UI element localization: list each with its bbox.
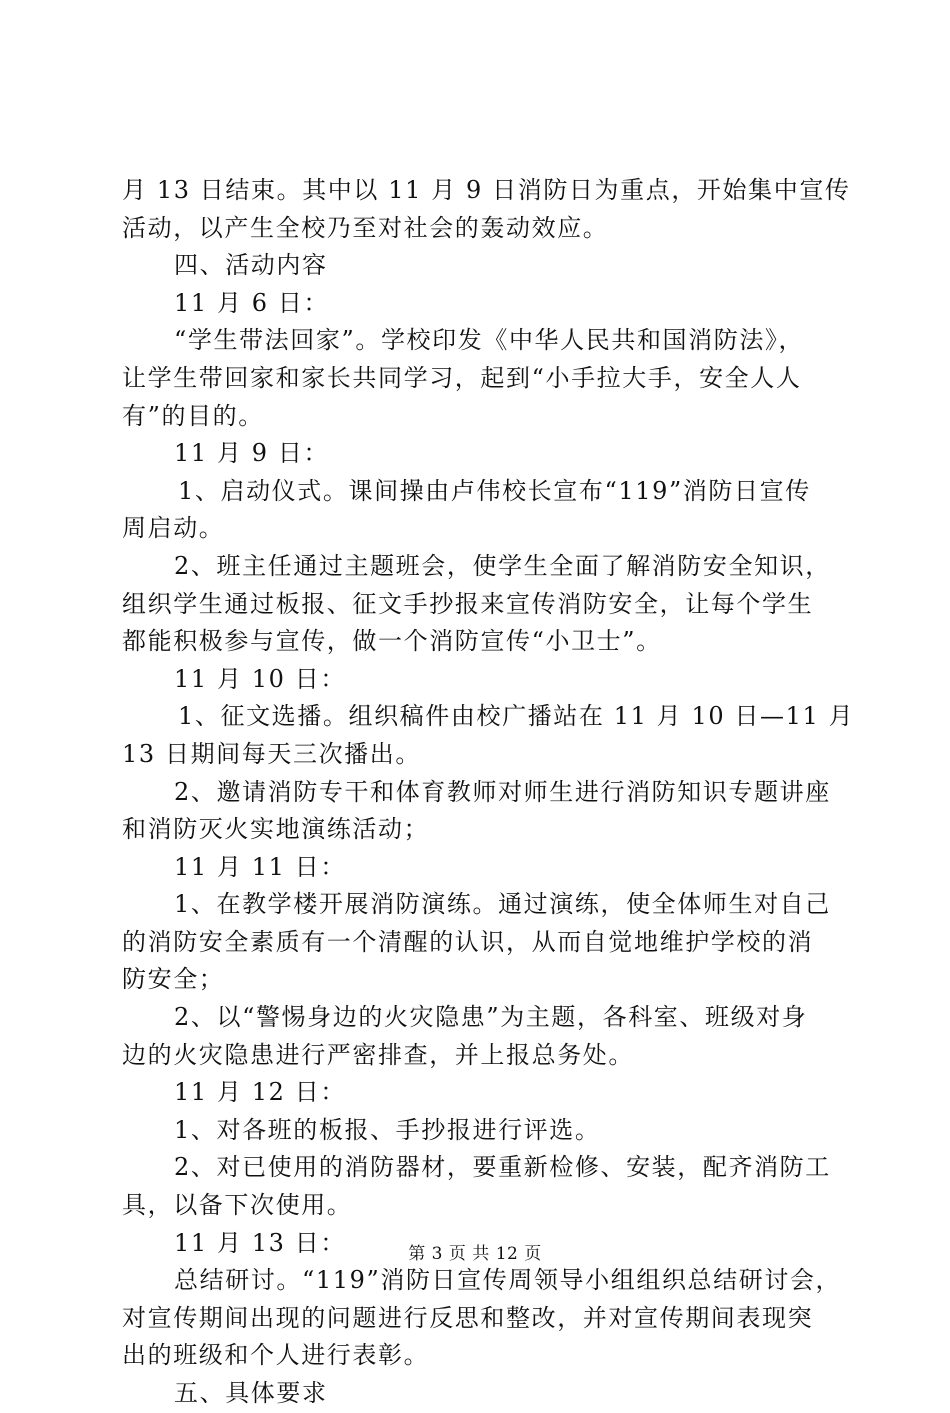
text-line: 对宣传期间出现的问题进行反思和整改，并对宣传期间表现突 [122,1303,814,1332]
text-line: 五、具体要求 [174,1379,328,1407]
text-line: 11 月 13 日： [174,1228,346,1257]
text-line: 11 月 11 日： [174,852,346,881]
text-line: 11 月 9 日： [174,439,330,468]
text-line: 周启动。 [122,514,225,543]
text-line: 2、邀请消防专干和体育教师对师生进行消防知识专题讲座 [174,777,831,806]
text-line: 13 日期间每天三次播出。 [122,739,421,768]
text-line: 11 月 10 日： [174,664,346,693]
text-line: 1、在教学楼开展消防演练。通过演练，使全体师生对自己 [174,890,831,919]
text-line: 11 月 6 日： [174,288,330,317]
text-line: 1、征文选播。组织稿件由校广播站在 11 月 10 日—11 月 [178,702,855,731]
text-line: “学生带法回家”。学校印发《中华人民共和国消防法》， [174,326,805,355]
text-line: 边的火灾隐患进行严密排查，并上报总务处。 [122,1040,634,1069]
text-line: 让学生带回家和家长共同学习，起到“小手拉大手，安全人人 [122,363,802,392]
text-line: 1、启动仪式。课间操由卢伟校长宣布“119”消防日宣传 [178,476,811,505]
text-line: 组织学生通过板报、征文手抄报来宣传消防安全，让每个学生 [122,589,814,618]
text-line: 有”的目的。 [122,401,264,430]
text-line: 四、活动内容 [174,251,328,280]
text-line: 活动，以产生全校乃至对社会的轰动效应。 [122,213,609,242]
text-line: 和消防灭火实地演练活动； [122,815,430,844]
text-line: 11 月 12 日： [174,1078,346,1107]
document-body [122,172,855,1413]
text-line: 2、以“警惕身边的火灾隐患”为主题，各科室、班级对身 [174,1003,808,1032]
text-line: 2、班主任通过主题班会，使学生全面了解消防安全知识， [174,551,831,580]
text-line: 都能积极参与宣传，做一个消防宣传“小卫士”。 [122,627,662,656]
text-line: 月 13 日结束。其中以 11 月 9 日消防日为重点，开始集中宣传 [122,176,851,204]
text-line: 出的班级和个人进行表彰。 [122,1341,430,1370]
text-line: 1、对各班的板报、手抄报进行评选。 [174,1115,601,1144]
text-line: 的消防安全素质有一个清醒的认识，从而自觉地维护学校的消 [122,927,814,956]
text-line: 2、对已使用的消防器材，要重新检修、安装，配齐消防工 [174,1153,831,1182]
text-line: 具，以备下次使用。 [122,1191,353,1220]
text-line: 总结研讨。“119”消防日宣传周领导小组组织总结研讨会， [174,1266,842,1295]
page-footer: 第 3 页 共 12 页 [408,1244,542,1264]
text-line: 防安全； [122,965,225,994]
